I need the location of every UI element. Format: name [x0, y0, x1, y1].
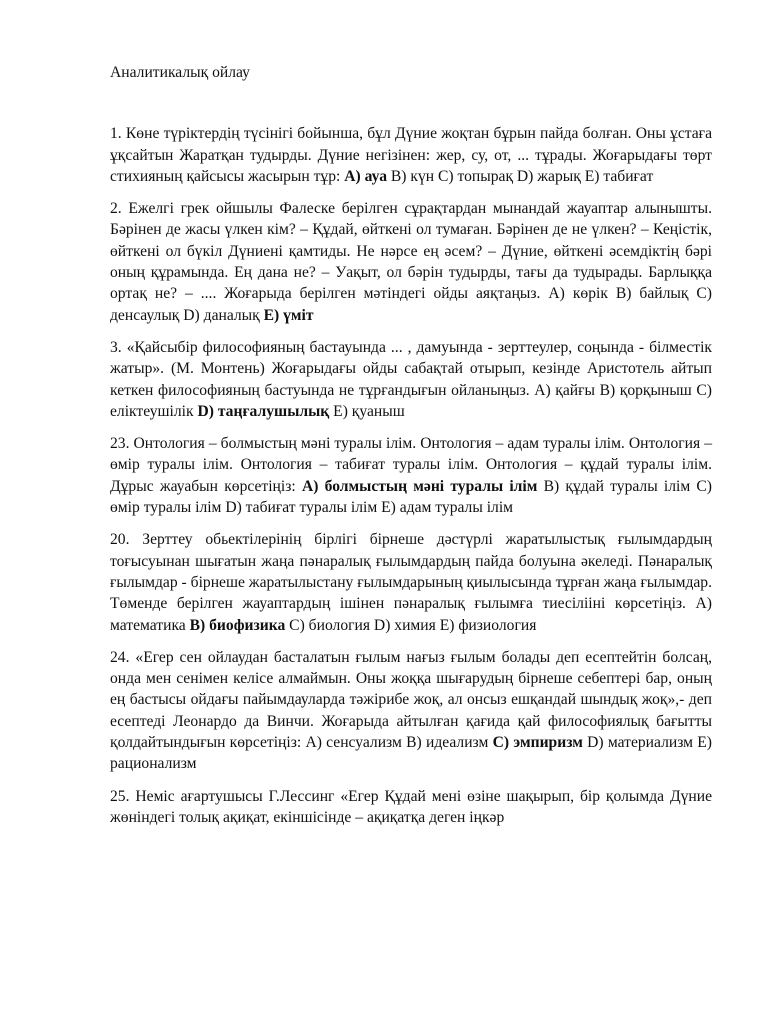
question-text: 3. «Қайсыбір философияның бастауында ... , дамуында - зерттеулер, соңында - білместік жатыр». (М. Монтень) Жоғарыдағы ойды сабақтай отырып, кезінде Аристотель айтып кеткен философияның бастуында не тұрғандығын ойланыңыз. А) қайғы B) қорқыныш C) еліктеушілік: [110, 338, 712, 420]
question-25: [110, 786, 712, 829]
question-text: 24. «Егер сен ойлаудан басталатын ғылым нағыз ғылым болады деп есептейтін болсаң, онда мен сенімен келісе алмаймын. Оны жоққа шығарудың бірнеше себептері бар, оның ең бастысы ойдағы пайымдауларда тәжірибе жоқ, ал онсыз ешқандай шындық жоқ»,- деп есептеді Леонардо да Винчи. Жоғарыда айтылған қағида қай философиялық бағытты қолдайтындығын көрсетіңіз: А) сенсуализм B) идеализм: [110, 648, 712, 752]
question-text: 25. Неміс ағартушысы Г.Лессинг «Егер Құдай мені өзіне шақырып, бір қолымда Дүние жөніндегі толық ақиқат, екіншісінде – ақиқатқа деген іңкәр: [110, 787, 712, 826]
question-text: 2. Ежелгі грек ойшылы Фалеске берілген сұрақтардан мынандай жауаптар алынышты. Бәрінен де жасы үлкен кім? – Құдай, өйткені ол тумаған. Бәрінен де не үлкен? – Кеңістік, өйткені ол бүкіл Дүниені қамтиды. Не нәрсе ең әсем? – Дүние, өйткені әсемдіктің бәрі оның құрамында. Ең дана не? – Уақыт, ол бәрін тудырды, тағы да тудырады. Барлыққа ортақ не? – .... Жоғарыда берілген мәтіндегі ойды аяқтаңыз. А) көрік B) байлық C) денсаулық D) даналық: [110, 200, 712, 324]
question-options: E) қуаныш: [329, 402, 405, 420]
question-options: D) материализм E) рационализм: [110, 734, 713, 773]
correct-answer: E) үміт: [263, 306, 314, 324]
correct-answer: B) биофизика: [189, 616, 286, 634]
correct-answer: А) болмыстың мәні туралы ілім: [301, 477, 538, 495]
question-1: [110, 123, 712, 187]
question-23: [110, 433, 712, 518]
question-3: [110, 337, 712, 422]
question-24: [110, 647, 712, 775]
correct-answer: D) таңғалушылық: [197, 402, 330, 420]
question-options: C) биология D) химия E) физиология: [285, 616, 537, 634]
document-page: [110, 62, 712, 839]
question-options: B) құдай туралы ілім C) өмір туралы ілім D) табиғат туралы ілім E) адам туралы ілім: [110, 477, 712, 517]
question-text: 20. Зерттеу обьектілерінің бірлігі бірнеше дәстүрлі жаратылыстық ғылымдардың тоғысуынан шығатын жаңа пәнаралық ғылымдардың пайда болуына әкеледі. Пәнаралық ғылымдар - бірнеше жаратылыстану ғылымдарының қиылысында тұрған жаңа ғылымдар. Төменде берілген жауаптардың ішінен пәнаралық ғылымға тиесілііні көрсетіңіз. А) математика: [110, 531, 712, 634]
question-2: [110, 198, 712, 326]
correct-answer: C) эмпиризм: [492, 734, 583, 752]
question-20: [110, 529, 712, 635]
correct-answer: А) ауа: [344, 167, 387, 185]
document-title: Аналитикалық ойлау: [110, 64, 250, 81]
question-text: 23. Онтология – болмыстың мәні туралы ілім. Онтология – адам туралы ілім. Онтология – өмір туралы ілім. Онтология – табиғат туралы ілім. Онтология – құдай туралы ілім. Дұрыс жауабын көрсетіңіз:: [110, 435, 712, 495]
question-text: 1. Көне түріктердің түсінігі бойынша, бұл Дүние жоқтан бұрын пайда болған. Оны ұстаға ұқсайтын Жаратқан тудырды. Дүние негізінен: жер, су, от, ... тұрады. Жоғарыдағы төрт стихияның қайсысы жасырын тұр:: [110, 125, 712, 185]
question-options: B) күн C) топырақ D) жарық E) табиғат: [387, 167, 654, 185]
